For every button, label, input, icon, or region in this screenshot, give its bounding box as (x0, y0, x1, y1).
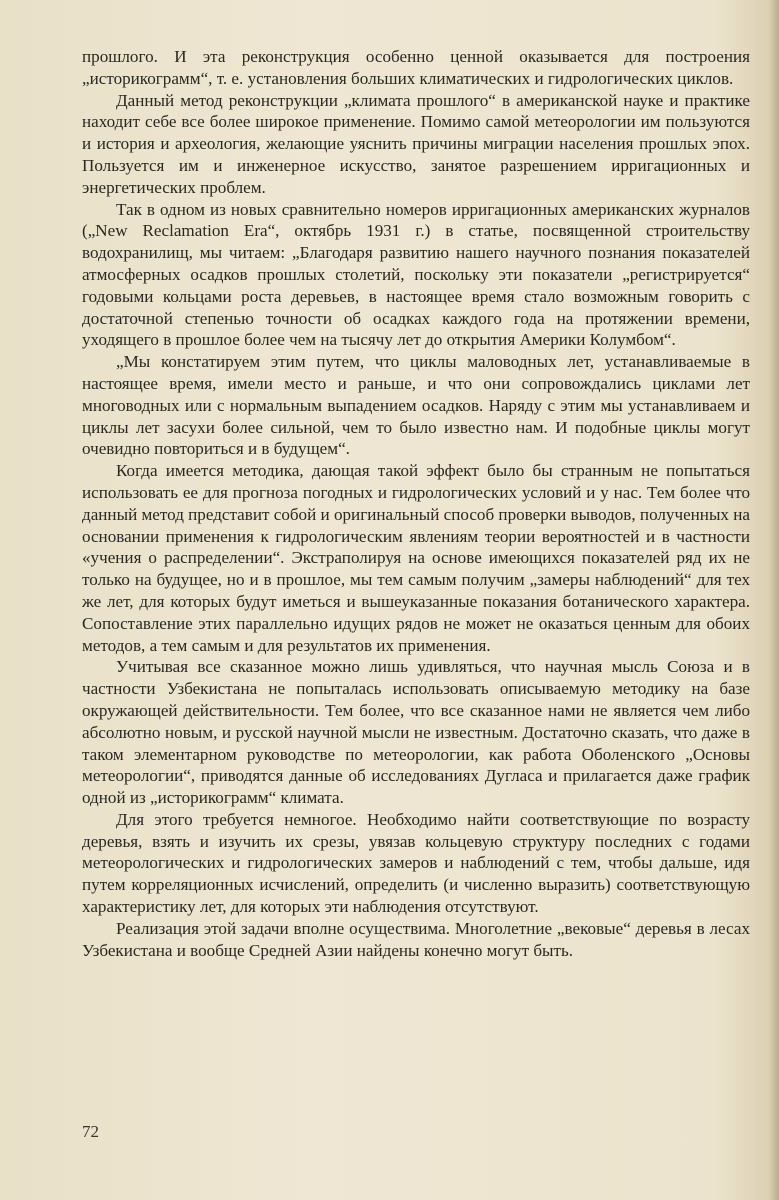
page-number: 72 (82, 1122, 99, 1141)
paragraph: Когда имеется методика, дающая такой эффект было бы странным не попытаться использовать ее для прогноза погодных и гидрологических условий и у нас. Тем более что данный метод представит собой и оригинальный способ проверки выводов, полученных на основании применения к гидрологическим явлениям теории вероятностей и в частности «учения о распределении“. Экстраполируя на основе имеющихся показателей ряд их не только на будущее, но и в прошлое, мы тем самым получим „замеры наблюдений“ для тех же лет, для которых будут иметься и вышеуказанные показания ботанического характера. Сопоставление этих параллельно идущих рядов не может не оказаться ценным для обоих методов, а тем самым и для результатов их применения. (82, 461, 750, 655)
page-edge-shadow (769, 0, 779, 1200)
paragraph: Реализация этой задачи вполне осуществима. Многолетние „вековые“ деревья в лесах Узбекистана и вообще Средней Азии найдены конечно могут быть. (82, 918, 750, 960)
paragraph: Данный метод реконструкции „климата прошлого“ в американской науке и практике находит себе все более широкое применение. Помимо самой метеорологии им пользуются и история и археология, желающие уяснить причины миграции населения прошлых эпох. Пользуется им и инженерное искусство, занятое разрешением ирригационных и энергетических проблем. (82, 90, 750, 197)
paragraph: Для этого требуется немногое. Необходимо найти соответствующие по возрасту деревья, взять и изучить их срезы, увязав кольцевую структуру последних с годами метеорологических и гидрологических замеров и наблюдений с тем, чтобы дальше, идя путем корреляционных исчислений, определить (и численно выразить) соответствующую характеристику лет, для которых эти наблюдения отсутствуют. (82, 809, 750, 917)
paragraph: Учитывая все сказанное можно лишь удивляться, что научная мысль Союза и в частности Узбекистана не попыталась использовать описываемую методику на базе окружающей действительности. Тем более, что все сказанное нами не является чем либо абсолютно новым, и русской научной мысли не известным. Достаточно сказать, что даже в таком элементарном руководстве по метеорологии, как работа Оболенского „Основы метеорологии“, приводятся данные об исследованиях Дугласа и прилагается даже график одной из „историкограмм“ климата. (82, 657, 750, 808)
paragraph: „Мы констатируем этим путем, что циклы маловодных лет, устанавливаемые в настоящее время, имели место и раньше, и что они сопровождались циклами лет многоводных или с нормальным выпадением осадков. Наряду с этим мы устанавливаем и циклы лет засухи более сильной, чем то было известно нам. И подобные циклы могут очевидно повториться и в будущем“. (82, 352, 750, 459)
paragraph: Так в одном из новых сравнительно номеров ирригационных американских журналов („New Reclamation Era“, октябрь 1931 г.) в статье, посвященной строительству водохранилищ, мы читаем: „Благодаря развитию нашего научного познания показателей атмосферных осадков прошлых столетий, поскольку эти показатели „регистрируется“ годовыми кольцами роста деревьев, в настоящее время стало возможным говорить с достаточной степенью точности об осадках каждого года на протяжении времени, уходящего в прошлое более чем на тысячу лет до открытия Америки Колумбом“. (82, 199, 750, 350)
paragraph: прошлого. И эта реконструкция особенно ценной оказывается для построения „историкограмм“, т. е. установления больших климатических и гидрологических циклов. (82, 47, 750, 88)
page-body-text (82, 46, 750, 961)
